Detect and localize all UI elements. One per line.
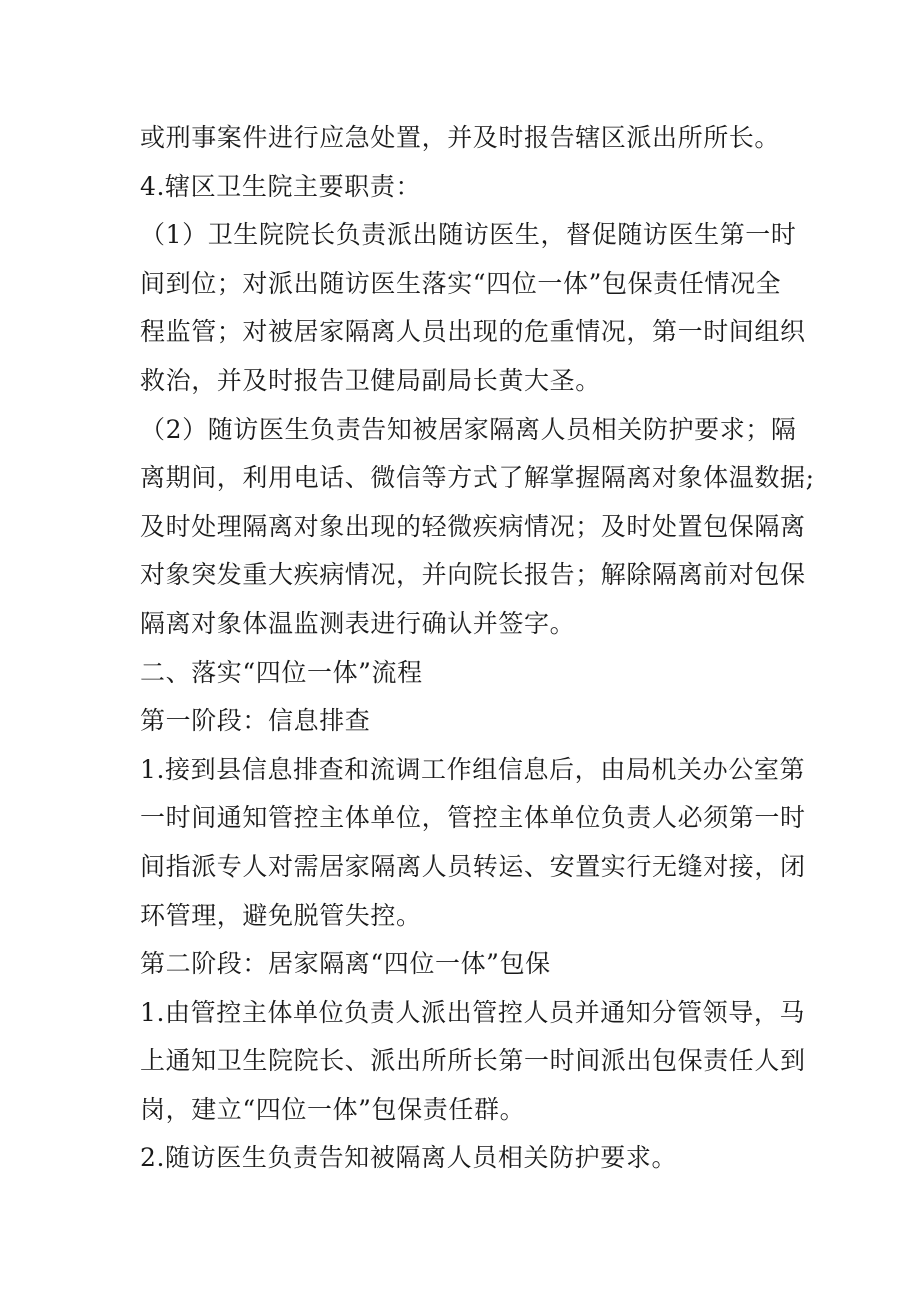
section-heading: 第二阶段：居家隔离“四位一体”包保	[140, 949, 551, 979]
text-line: 间指派专人对需居家隔离人员转运、安置实行无缝对接，闭	[140, 851, 806, 881]
text-line: 一时间通知管控主体单位，管控主体单位负责人必须第一时	[140, 803, 806, 833]
text-line: 间到位；对派出随访医生落实“四位一体”包保责任情况全	[140, 268, 782, 298]
text-line: 对象突发重大疾病情况，并向院长报告；解除隔离前对包保	[140, 560, 806, 590]
text-line: 离期间，利用电话、微信等方式了解掌握隔离对象体温数据;	[140, 463, 815, 493]
document-body	[140, 114, 815, 1183]
text-line: 程监管；对被居家隔离人员出现的危重情况，第一时间组织	[140, 317, 806, 347]
text-line: 及时处理隔离对象出现的轻微疾病情况；及时处置包保隔离	[140, 511, 806, 541]
text-line: 环管理，避免脱管失控。	[140, 900, 422, 930]
text-line: 2.随访医生负责告知被隔离人员相关防护要求。	[140, 1143, 678, 1173]
text-line: 或刑事案件进行应急处置，并及时报告辖区派出所所长。	[140, 123, 781, 152]
text-line: （2）随访医生负责告知被居家隔离人员相关防护要求；隔	[140, 414, 797, 444]
section-heading: 二、落实“四位一体”流程	[140, 657, 423, 687]
text-line: 隔离对象体温监测表进行确认并签字。	[140, 608, 576, 638]
section-heading: 第一阶段：信息排查	[140, 706, 371, 736]
text-line: 1.由管控主体单位负责人派出管控人员并通知分管领导，马	[140, 997, 806, 1027]
text-line: （1）卫生院院长负责派出随访医生，督促随访医生第一时	[140, 220, 797, 250]
text-line: 救治，并及时报告卫健局副局长黄大圣。	[140, 365, 601, 395]
text-line: 1.接到县信息排查和流调工作组信息后，由局机关办公室第	[140, 754, 806, 784]
text-line: 岗，建立“四位一体”包保责任群。	[140, 1094, 526, 1124]
text-line: 上通知卫生院院长、派出所所长第一时间派出包保责任人到	[140, 1046, 806, 1076]
section-heading: 4.辖区卫生院主要职责：	[140, 171, 422, 201]
